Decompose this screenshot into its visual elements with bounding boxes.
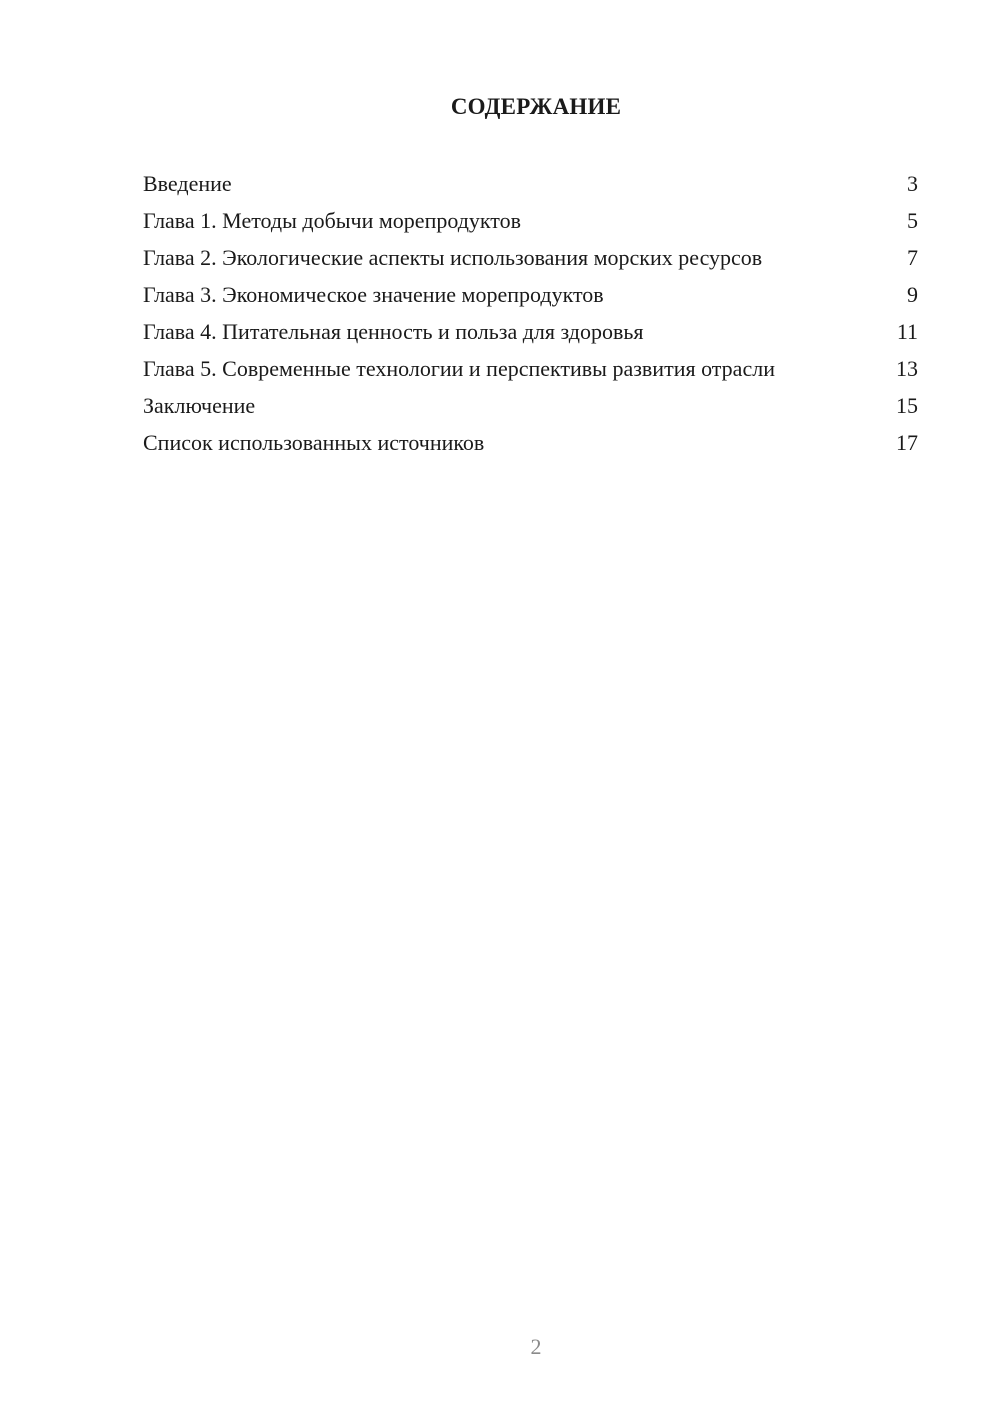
- toc-entry-label: Глава 5. Современные технологии и перспективы развития отрасли: [143, 356, 775, 381]
- toc-entry-page: 13: [896, 356, 918, 381]
- toc-entry-page: 3: [907, 171, 918, 196]
- toc-entry-page: 17: [896, 430, 918, 455]
- toc-entry-page: 9: [907, 282, 918, 307]
- toc-entry-references: [143, 429, 918, 456]
- toc-entry-page: 5: [907, 208, 918, 233]
- toc-entry-label: Глава 4. Питательная ценность и польза для здоровья: [143, 319, 644, 344]
- toc-entry-label: Глава 3. Экономическое значение морепродуктов: [143, 282, 604, 307]
- toc-entry-page: 11: [896, 319, 918, 344]
- toc-entry-label: Глава 1. Методы добычи морепродуктов: [143, 208, 522, 233]
- table-of-contents: [143, 170, 918, 466]
- toc-entry-chapter-4: [143, 318, 918, 345]
- toc-entry-label: Заключение: [143, 393, 256, 418]
- page-number: 2: [530, 1334, 542, 1359]
- toc-entry-chapter-5: [143, 355, 918, 382]
- toc-entry-label: Введение: [143, 171, 232, 196]
- toc-entry-page: 7: [907, 245, 918, 270]
- toc-entry-chapter-1: [143, 207, 918, 234]
- toc-entry-label: Глава 2. Экологические аспекты использования морских ресурсов: [143, 245, 763, 270]
- toc-entry-page: 15: [896, 393, 918, 418]
- toc-entry-introduction: [143, 170, 918, 197]
- toc-entry-label: Список использованных источников: [143, 430, 485, 455]
- toc-entry-chapter-2: [143, 244, 918, 271]
- toc-entry-chapter-3: [143, 281, 918, 308]
- toc-entry-conclusion: [143, 392, 918, 419]
- page-title: СОДЕРЖАНИЕ: [450, 94, 622, 119]
